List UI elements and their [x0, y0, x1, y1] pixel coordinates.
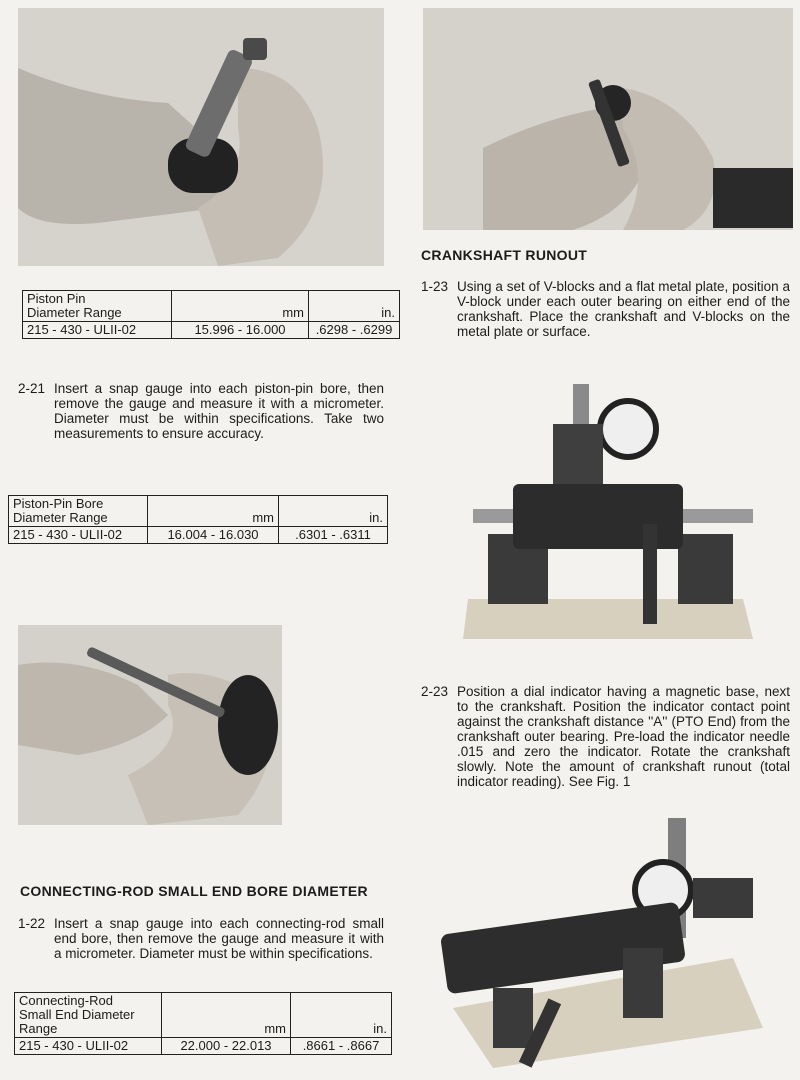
step-1-23 [421, 279, 790, 339]
photo-dial-indicator-angle [433, 818, 773, 1068]
conrod-spec-table [14, 992, 392, 1055]
step-text: Insert a snap gauge into each piston-pin bore, then remove the gauge and measure it with a micrometer. Diameter must be within specifications. Take two measurements to ensure accuracy. [54, 381, 384, 441]
step-number: 2-23 [421, 684, 449, 699]
model-cell: 215 - 430 - ULII-02 [15, 1038, 162, 1055]
table-label: Connecting-Rod [19, 993, 113, 1008]
photo-hands-gauge [423, 8, 793, 230]
piston-pin-bore-spec-table [8, 495, 388, 544]
table-label: Diameter Range [27, 305, 122, 320]
step-2-23 [421, 684, 790, 789]
section-heading-conrod: CONNECTING-ROD SMALL END BORE DIAMETER [20, 883, 368, 899]
photo-dial-indicator-front [463, 384, 753, 644]
step-text: Insert a snap gauge into each connecting-rod small end bore, then remove the gauge and measure it with a micrometer. Diameter must be within specifications. [54, 916, 384, 961]
piston-pin-spec-table [22, 290, 400, 339]
model-cell: 215 - 430 - ULII-02 [9, 527, 148, 544]
unit-mm: mm [148, 496, 279, 527]
in-value: .8661 - .8667 [291, 1038, 392, 1055]
step-text: Using a set of V-blocks and a flat metal plate, position a V-block under each outer bearing on either end of the crankshaft. Place the crankshaft and V-blocks on the metal plate or surface. [457, 279, 790, 339]
photo-snap-gauge-conrod [18, 625, 282, 825]
mm-value: 15.996 - 16.000 [172, 322, 309, 339]
step-2-21 [18, 381, 384, 441]
step-text: Position a dial indicator having a magnetic base, next to the crankshaft. Position the indicator contact point against the crankshaft distance ''A'' (PTO End) from the crankshaft outer bearing. Pre-load the indicator needle .015 and zero the indicator. Rotate the crankshaft slowly. Note the amount of crankshaft runout (total indicator reading). See Fig. 1 [457, 684, 790, 789]
step-number: 1-23 [421, 279, 449, 294]
unit-mm: mm [172, 291, 309, 322]
unit-mm: mm [162, 993, 291, 1038]
unit-in: in. [279, 496, 388, 527]
table-label: Small End Diameter [19, 1007, 135, 1022]
step-number: 1-22 [18, 916, 46, 931]
table-label: Piston-Pin Bore [13, 496, 104, 511]
step-1-22 [18, 916, 384, 961]
mm-value: 16.004 - 16.030 [148, 527, 279, 544]
table-label: Range [19, 1021, 58, 1036]
section-heading-crankshaft-runout: CRANKSHAFT RUNOUT [421, 247, 588, 263]
photo-micrometer-piston-pin [18, 8, 384, 266]
table-label: Piston Pin [27, 291, 86, 306]
unit-in: in. [291, 993, 392, 1038]
in-value: .6298 - .6299 [309, 322, 400, 339]
step-number: 2-21 [18, 381, 46, 396]
unit-in: in. [309, 291, 400, 322]
mm-value: 22.000 - 22.013 [162, 1038, 291, 1055]
in-value: .6301 - .6311 [279, 527, 388, 544]
table-label: Diameter Range [13, 510, 108, 525]
model-cell: 215 - 430 - ULII-02 [23, 322, 172, 339]
